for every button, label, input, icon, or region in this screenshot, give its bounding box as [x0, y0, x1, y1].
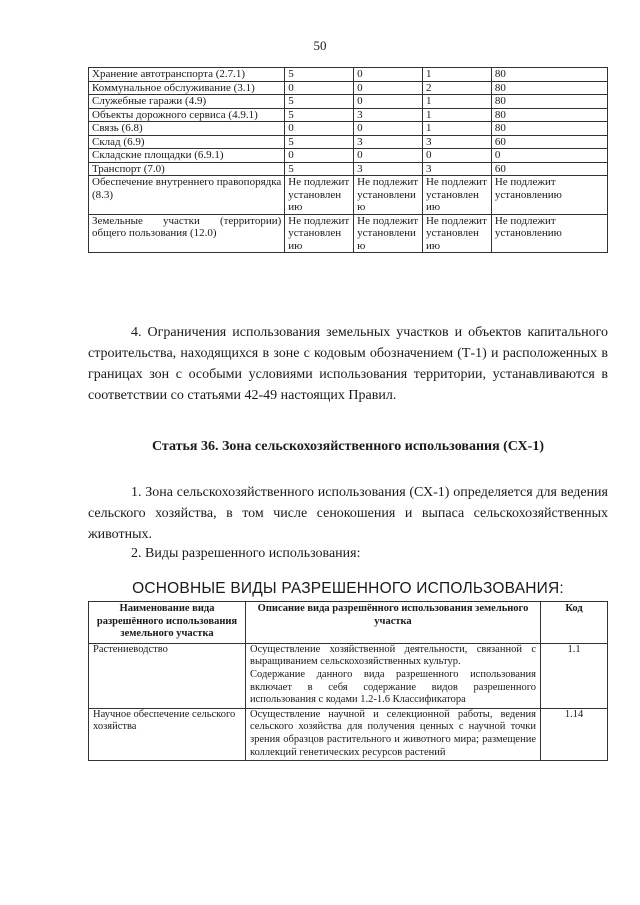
table-row: [89, 162, 608, 176]
table-row: [89, 135, 608, 149]
table-row: [89, 81, 608, 95]
limit-value-cell: 5: [285, 95, 354, 109]
limit-value-cell: 5: [285, 135, 354, 149]
use-description-part-2: Содержание данного вида разрешенного использования включает в себя содержание видов разрешенного использования с кодами 1.2-1.6 Классификатора: [250, 668, 536, 706]
paragraph-4: 4. Ограничения использования земельных участков и объектов капитального строительства, находящихся в зоне с кодовым обозначением (Т-1) и расположенных в границах зон с особыми условиями использования территории, устанавливаются в соответствии со статьями 42-49 настоящих Правил.: [88, 325, 608, 403]
uses-table-header-row: [89, 602, 608, 644]
page-number: 50: [313, 38, 327, 53]
article-heading: Статья 36. Зона сельскохозяйственного использования (СХ-1): [152, 439, 544, 454]
limit-value-cell: 0: [491, 149, 607, 163]
use-name: Растениеводство: [89, 643, 246, 708]
table-row: [89, 214, 608, 253]
limit-value-cell: 1: [422, 95, 491, 109]
limit-value-cell: 0: [285, 122, 354, 136]
limit-value-cell: 0: [422, 149, 491, 163]
limit-value-cell: Не подлежит установлен ию: [285, 214, 354, 253]
limit-name-cell: Хранение автотранспорта (2.7.1): [89, 68, 285, 82]
limit-value-cell: 0: [354, 68, 423, 82]
table-row: [89, 176, 608, 215]
limit-value-cell: 5: [285, 108, 354, 122]
limit-name-cell: Земельные участки (территории) общего пользования (12.0): [89, 214, 285, 253]
limit-value-cell: 0: [285, 149, 354, 163]
use-description-part-1: Осуществление хозяйственной деятельности, связанной с выращиванием сельскохозяйственных культур.: [250, 643, 536, 668]
limit-name-cell: Объекты дорожного сервиса (4.9.1): [89, 108, 285, 122]
table-row: [89, 95, 608, 109]
use-code: 1.14: [541, 708, 608, 760]
paragraph-1: 1. Зона сельскохозяйственного использования (СХ-1) определяется для ведения сельского хозяйства, в том числе сенокошения и выпаса сельскохозяйственных животных.: [88, 485, 608, 542]
limit-value-cell: 1: [422, 122, 491, 136]
table-row: [89, 643, 608, 708]
uses-table: [88, 601, 608, 761]
limit-value-cell: Не подлежит установлению: [491, 176, 607, 215]
use-description-part-1: Осуществление научной и селекционной работы, ведения сельского хозяйства для получения ценных с научной точки зрения образцов растительного и животного мира; размещение коллекций генетических ресурсов растений: [250, 708, 536, 758]
limit-name-cell: Коммунальное обслуживание (3.1): [89, 81, 285, 95]
limit-value-cell: 3: [354, 135, 423, 149]
table-row: [89, 68, 608, 82]
limit-name-cell: Складские площадки (6.9.1): [89, 149, 285, 163]
limit-name-cell: Служебные гаражи (4.9): [89, 95, 285, 109]
limit-value-cell: 60: [491, 135, 607, 149]
limit-value-cell: Не подлежит установлен ию: [422, 214, 491, 253]
limit-value-cell: 1: [422, 108, 491, 122]
use-name: Научное обеспечение сельского хозяйства: [89, 708, 246, 760]
limit-name-cell: Транспорт (7.0): [89, 162, 285, 176]
table-row: [89, 708, 608, 760]
limit-name-cell: Склад (6.9): [89, 135, 285, 149]
limit-value-cell: Не подлежит установлен ию: [285, 176, 354, 215]
limit-value-cell: 60: [491, 162, 607, 176]
table-row: [89, 108, 608, 122]
limit-value-cell: 0: [285, 81, 354, 95]
use-code: 1.1: [541, 643, 608, 708]
header-description: Описание вида разрешённого использования земельного участка: [246, 602, 541, 644]
table-row: [89, 122, 608, 136]
limit-value-cell: 0: [354, 81, 423, 95]
limit-value-cell: Не подлежит установлени ю: [354, 214, 423, 253]
paragraph-2: 2. Виды разрешенного использования:: [131, 546, 361, 561]
limit-value-cell: 3: [354, 108, 423, 122]
limits-table: [88, 67, 608, 253]
limit-value-cell: 3: [422, 162, 491, 176]
limit-value-cell: Не подлежит установлен ию: [422, 176, 491, 215]
limit-value-cell: 3: [354, 162, 423, 176]
use-description: [246, 643, 541, 708]
limit-value-cell: Не подлежит установлению: [491, 214, 607, 253]
limit-value-cell: 5: [285, 68, 354, 82]
main-uses-title: ОСНОВНЫЕ ВИДЫ РАЗРЕШЕННОГО ИСПОЛЬЗОВАНИЯ:: [132, 580, 564, 597]
limit-value-cell: 80: [491, 81, 607, 95]
limit-value-cell: 80: [491, 68, 607, 82]
limit-name-cell: Связь (6.8): [89, 122, 285, 136]
header-code: Код: [541, 602, 608, 644]
limit-name-cell: Обеспечение внутреннего правопорядка (8.3): [89, 176, 285, 215]
limit-value-cell: Не подлежит установлени ю: [354, 176, 423, 215]
limit-value-cell: 0: [354, 149, 423, 163]
limit-value-cell: 0: [354, 95, 423, 109]
limit-value-cell: 0: [354, 122, 423, 136]
limit-value-cell: 80: [491, 108, 607, 122]
table-row: [89, 149, 608, 163]
limit-value-cell: 1: [422, 68, 491, 82]
header-name: Наименование вида разрешённого использования земельного участка: [89, 602, 246, 644]
limit-value-cell: 3: [422, 135, 491, 149]
limit-value-cell: 5: [285, 162, 354, 176]
limit-value-cell: 80: [491, 95, 607, 109]
limit-value-cell: 2: [422, 81, 491, 95]
limit-value-cell: 80: [491, 122, 607, 136]
use-description: [246, 708, 541, 760]
